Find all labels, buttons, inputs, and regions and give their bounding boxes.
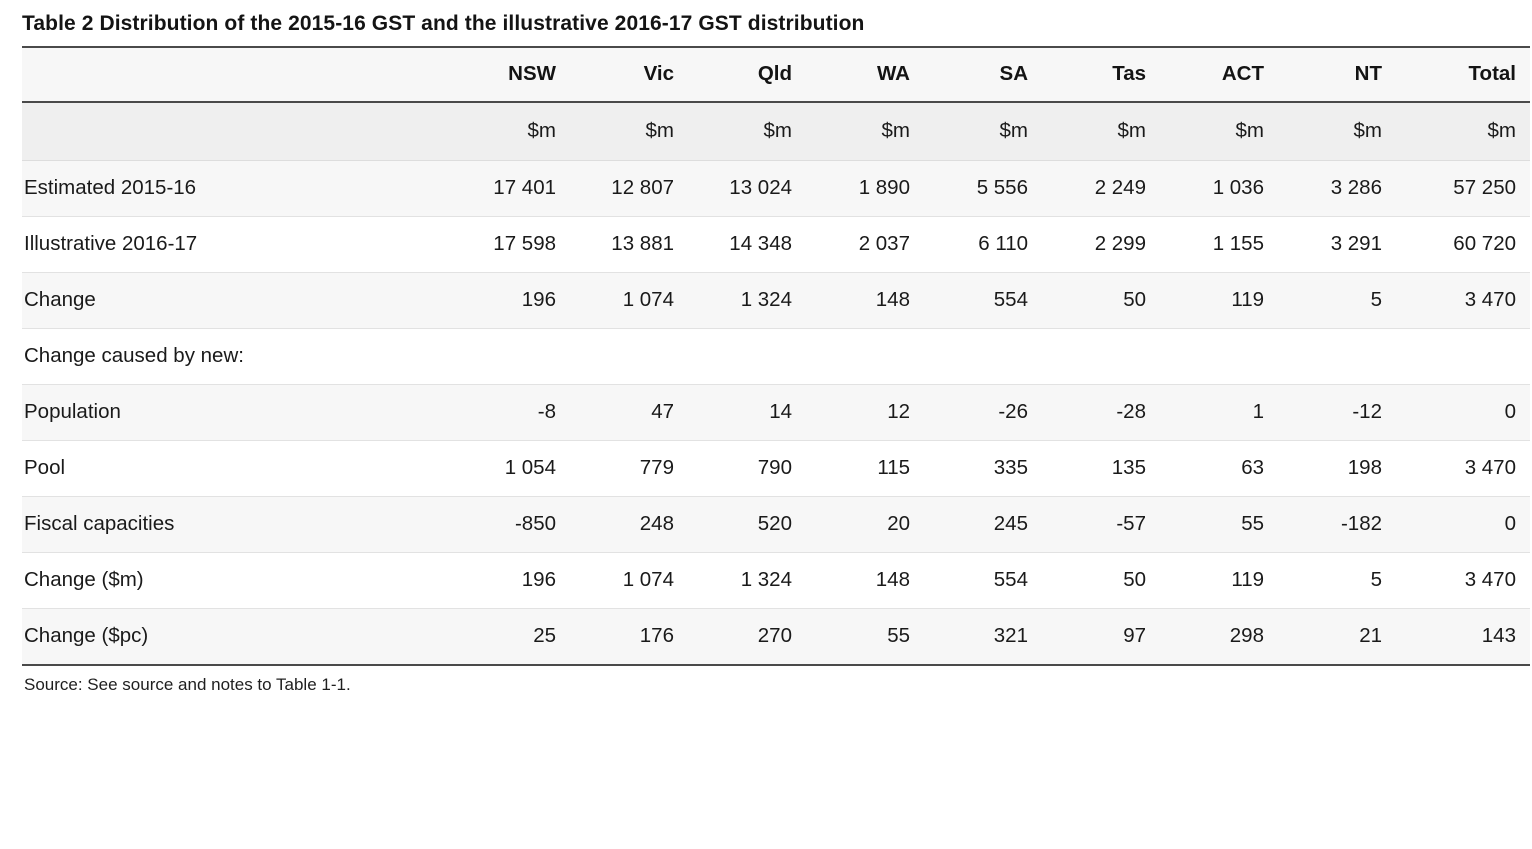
cell-sa: 554	[924, 273, 1042, 329]
cell-nsw: 196	[452, 553, 570, 609]
cell-vic: 12 807	[570, 161, 688, 217]
unit-act: $m	[1160, 102, 1278, 161]
cell-wa: 148	[806, 273, 924, 329]
cell-nsw: -850	[452, 497, 570, 553]
cell-total: 60 720	[1396, 217, 1530, 273]
column-header-vic: Vic	[570, 47, 688, 102]
column-header-nsw: NSW	[452, 47, 570, 102]
cell-act	[1160, 329, 1278, 385]
cell-nt	[1278, 329, 1396, 385]
cell-total: 3 470	[1396, 441, 1530, 497]
cell-total: 3 470	[1396, 273, 1530, 329]
cell-nt: 3 291	[1278, 217, 1396, 273]
cell-wa: 55	[806, 609, 924, 666]
cell-nsw: 1 054	[452, 441, 570, 497]
cell-sa: 5 556	[924, 161, 1042, 217]
table-row	[22, 273, 1530, 329]
table-body	[22, 161, 1530, 666]
cell-nsw: 25	[452, 609, 570, 666]
cell-qld: 13 024	[688, 161, 806, 217]
source-note: Source: See source and notes to Table 1-1.	[24, 675, 351, 694]
cell-act: 298	[1160, 609, 1278, 666]
cell-vic: 13 881	[570, 217, 688, 273]
cell-act: 119	[1160, 553, 1278, 609]
column-header-total: Total	[1396, 47, 1530, 102]
cell-vic: 1 074	[570, 553, 688, 609]
unit-qld: $m	[688, 102, 806, 161]
cell-sa: 554	[924, 553, 1042, 609]
cell-nsw	[452, 329, 570, 385]
cell-nsw: 17 401	[452, 161, 570, 217]
cell-vic: 779	[570, 441, 688, 497]
column-header-sa: SA	[924, 47, 1042, 102]
cell-sa: 321	[924, 609, 1042, 666]
row-label: Change ($m)	[22, 553, 452, 609]
row-label: Illustrative 2016-17	[22, 217, 452, 273]
table-head	[22, 47, 1530, 161]
cell-sa: 245	[924, 497, 1042, 553]
cell-sa: 6 110	[924, 217, 1042, 273]
cell-vic: 248	[570, 497, 688, 553]
cell-sa: -26	[924, 385, 1042, 441]
cell-nsw: -8	[452, 385, 570, 441]
column-header-qld: Qld	[688, 47, 806, 102]
cell-vic: 176	[570, 609, 688, 666]
cell-sa: 335	[924, 441, 1042, 497]
cell-nt: -182	[1278, 497, 1396, 553]
cell-qld: 1 324	[688, 553, 806, 609]
cell-tas: 50	[1042, 273, 1160, 329]
cell-nt: 198	[1278, 441, 1396, 497]
cell-wa: 1 890	[806, 161, 924, 217]
unit-tas: $m	[1042, 102, 1160, 161]
cell-tas: 135	[1042, 441, 1160, 497]
cell-tas: 2 299	[1042, 217, 1160, 273]
cell-nt: 21	[1278, 609, 1396, 666]
cell-act: 63	[1160, 441, 1278, 497]
row-label: Fiscal capacities	[22, 497, 452, 553]
cell-tas: -57	[1042, 497, 1160, 553]
cell-tas: 50	[1042, 553, 1160, 609]
cell-act: 55	[1160, 497, 1278, 553]
cell-wa: 148	[806, 553, 924, 609]
cell-nt: 5	[1278, 273, 1396, 329]
cell-tas: -28	[1042, 385, 1160, 441]
table-header-row	[22, 47, 1530, 102]
column-header-act: ACT	[1160, 47, 1278, 102]
unit-label	[22, 102, 452, 161]
cell-sa	[924, 329, 1042, 385]
unit-wa: $m	[806, 102, 924, 161]
unit-sa: $m	[924, 102, 1042, 161]
cell-qld	[688, 329, 806, 385]
cell-qld: 790	[688, 441, 806, 497]
unit-nt: $m	[1278, 102, 1396, 161]
table-unit-row	[22, 102, 1530, 161]
cell-total: 143	[1396, 609, 1530, 666]
row-label: Estimated 2015-16	[22, 161, 452, 217]
cell-total: 0	[1396, 497, 1530, 553]
cell-wa: 2 037	[806, 217, 924, 273]
cell-total: 3 470	[1396, 553, 1530, 609]
column-header-tas: Tas	[1042, 47, 1160, 102]
row-label: Change ($pc)	[22, 609, 452, 666]
unit-total: $m	[1396, 102, 1530, 161]
cell-act: 1 036	[1160, 161, 1278, 217]
cell-vic: 47	[570, 385, 688, 441]
column-header-wa: WA	[806, 47, 924, 102]
gst-distribution-table	[22, 46, 1530, 666]
cell-nt: 5	[1278, 553, 1396, 609]
unit-nsw: $m	[452, 102, 570, 161]
cell-qld: 14	[688, 385, 806, 441]
cell-wa	[806, 329, 924, 385]
unit-vic: $m	[570, 102, 688, 161]
table-row	[22, 161, 1530, 217]
cell-act: 119	[1160, 273, 1278, 329]
row-label: Population	[22, 385, 452, 441]
cell-qld: 520	[688, 497, 806, 553]
cell-total: 0	[1396, 385, 1530, 441]
table-row	[22, 609, 1530, 666]
cell-qld: 270	[688, 609, 806, 666]
cell-total: 57 250	[1396, 161, 1530, 217]
table-row	[22, 553, 1530, 609]
table-row	[22, 329, 1530, 385]
cell-total	[1396, 329, 1530, 385]
cell-nt: 3 286	[1278, 161, 1396, 217]
cell-vic	[570, 329, 688, 385]
cell-nsw: 17 598	[452, 217, 570, 273]
cell-vic: 1 074	[570, 273, 688, 329]
cell-tas: 2 249	[1042, 161, 1160, 217]
cell-wa: 20	[806, 497, 924, 553]
cell-qld: 14 348	[688, 217, 806, 273]
cell-wa: 12	[806, 385, 924, 441]
table-title: Table 2 Distribution of the 2015-16 GST and the illustrative 2016-17 GST distribution	[22, 12, 865, 35]
cell-qld: 1 324	[688, 273, 806, 329]
cell-wa: 115	[806, 441, 924, 497]
column-header-nt: NT	[1278, 47, 1396, 102]
cell-nsw: 196	[452, 273, 570, 329]
column-header-label	[22, 47, 452, 102]
cell-act: 1	[1160, 385, 1278, 441]
table-row	[22, 217, 1530, 273]
row-label: Change caused by new:	[22, 329, 452, 385]
row-label: Pool	[22, 441, 452, 497]
cell-nt: -12	[1278, 385, 1396, 441]
table-row	[22, 497, 1530, 553]
cell-tas: 97	[1042, 609, 1160, 666]
table-row	[22, 441, 1530, 497]
cell-act: 1 155	[1160, 217, 1278, 273]
table-row	[22, 385, 1530, 441]
row-label: Change	[22, 273, 452, 329]
cell-tas	[1042, 329, 1160, 385]
